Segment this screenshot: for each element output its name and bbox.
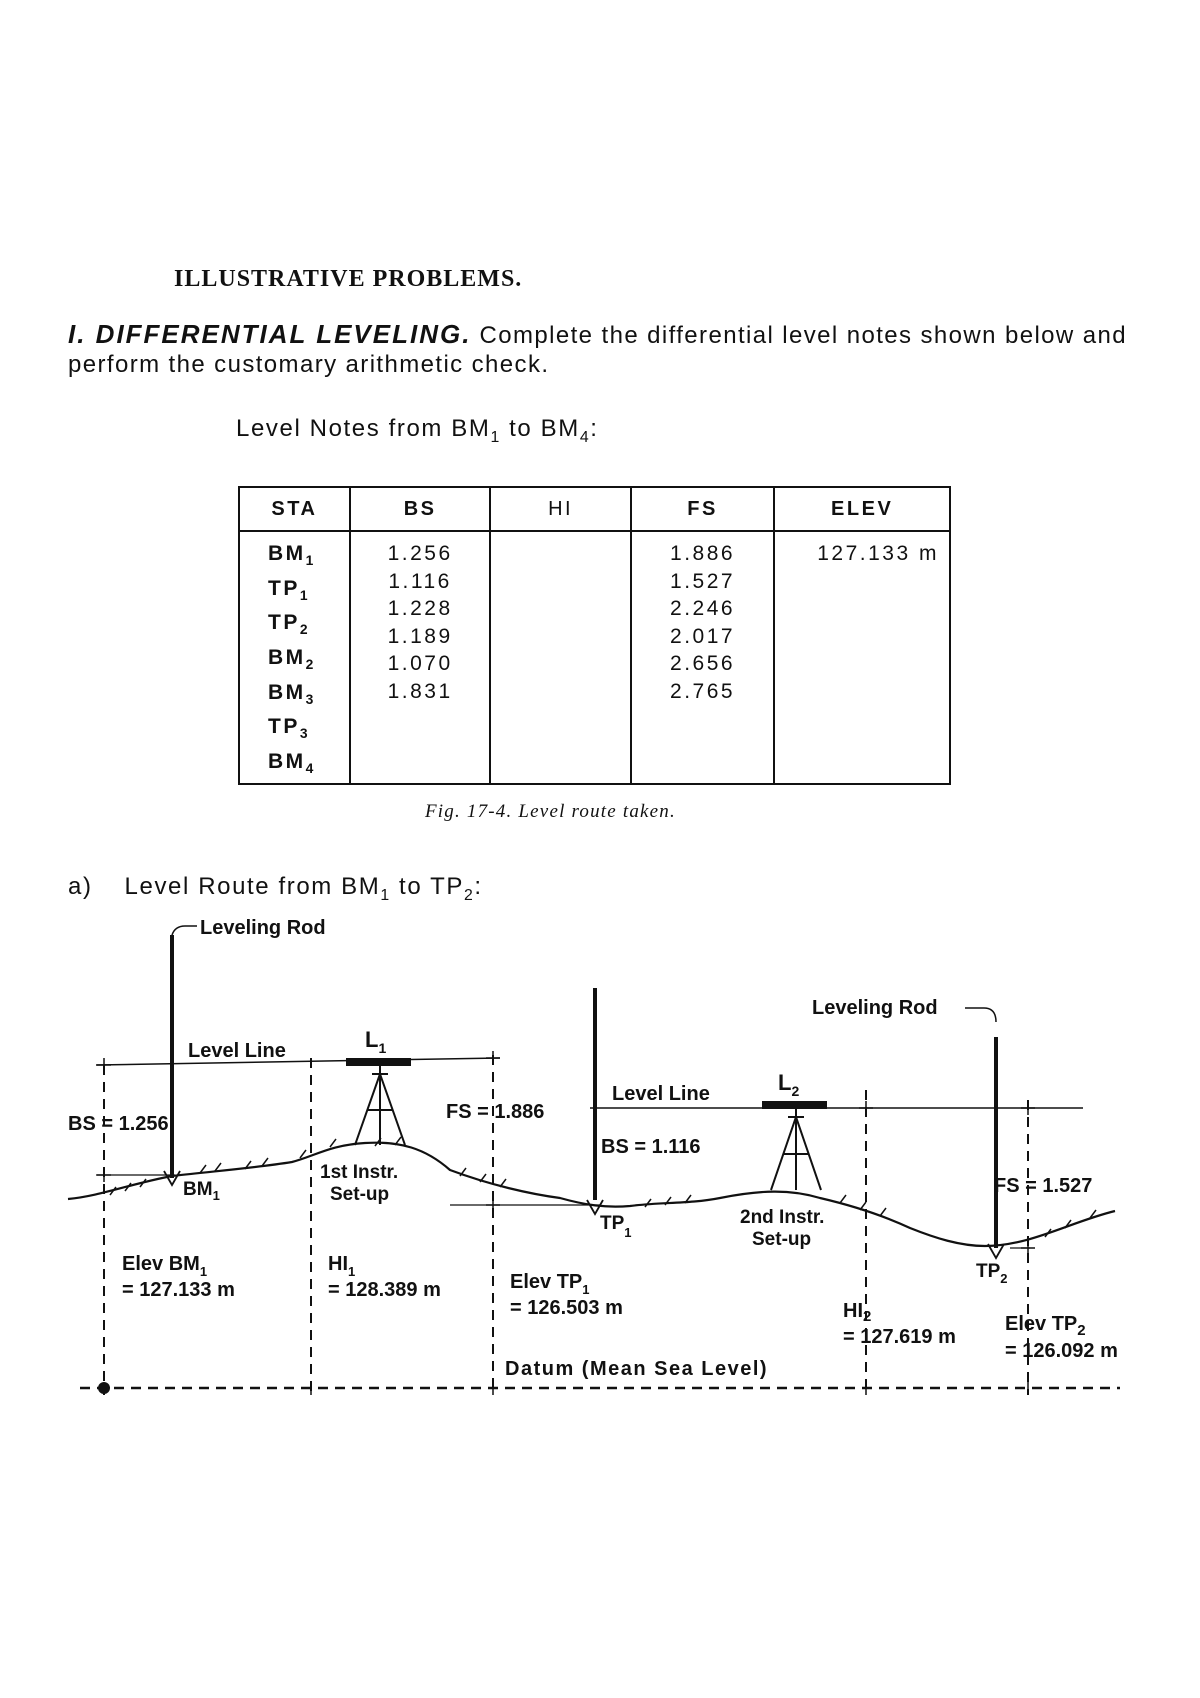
- bs-cell: 1.831: [387, 679, 453, 703]
- datum-point: [98, 1382, 110, 1394]
- fs-cell: 1.886: [670, 542, 736, 565]
- notes-title-to: BM: [540, 415, 580, 442]
- fs-cell: 2.246: [670, 597, 736, 620]
- rod-label-leader-left: [172, 926, 197, 935]
- leveling-rod-label-left: Leveling Rod: [200, 917, 326, 939]
- instrument-2-telescope: [762, 1101, 827, 1109]
- route-title-suffix: :: [474, 873, 483, 900]
- level-line-1: [96, 1058, 500, 1065]
- route-title-to: TP: [430, 873, 464, 900]
- bs-cell: 1.116: [388, 569, 452, 593]
- sta-cell: $BM_1$: [268, 542, 316, 569]
- sta-cell: $BM_3$: [268, 680, 316, 707]
- notes-title-mid: to: [500, 415, 541, 442]
- ground-profile: [68, 1143, 1115, 1246]
- instrument-2-label: $L_2$: [778, 1070, 800, 1099]
- hi2-line-2: = 127.619 m: [843, 1326, 956, 1348]
- header-bs: BS: [350, 487, 491, 531]
- hi1-line-1: $HI_1$: [328, 1253, 356, 1279]
- elev-bm1-line-1: Elev $BM_1$: [122, 1253, 208, 1279]
- notes-title-from-sub: 1: [490, 428, 501, 446]
- section-heading: ILLUSTRATIVE PROBLEMS.: [174, 266, 523, 292]
- fs-cell: 2.765: [670, 679, 736, 703]
- bs-cell: 1.070: [387, 652, 453, 675]
- leveling-rod-label-right: Leveling Rod: [812, 997, 938, 1019]
- instrument-1-label: $L_1$: [365, 1027, 387, 1056]
- level-line-2-label: Level Line: [612, 1083, 710, 1105]
- elev-tp1-line-2: = 126.503 m: [510, 1297, 623, 1319]
- level-line-1-label: Level Line: [188, 1040, 286, 1062]
- route-title-from-sub: 1: [380, 886, 391, 904]
- problem-title: I. DIFFERENTIAL LEVELING.: [68, 319, 472, 349]
- setup-1-line-1: 1st Instr.: [320, 1162, 399, 1183]
- header-hi: HI: [490, 487, 630, 531]
- header-fs: FS: [631, 487, 775, 531]
- bs-cell: 1.189: [387, 624, 453, 648]
- route-title-prefix: Level Route from: [124, 873, 342, 900]
- notes-title-suffix: :: [590, 415, 599, 442]
- elev-tp2-line-1: Elev $TP_2$: [1005, 1313, 1086, 1339]
- sta-cell: $TP_1$: [268, 576, 311, 603]
- elev-tp2-line-2: = 126.092 m: [1005, 1340, 1118, 1362]
- fs-2-label: FS = 1.527: [994, 1175, 1093, 1197]
- tp2-label: $TP_2$: [976, 1261, 1008, 1286]
- figure-caption: Fig. 17-4. Level route taken.: [425, 801, 676, 822]
- sta-cell: $BM_2$: [268, 646, 316, 673]
- rod-label-leader-right: [965, 1008, 996, 1022]
- fs-cell: 2.017: [670, 624, 736, 648]
- bs-2-label: BS = 1.116: [601, 1136, 701, 1158]
- fs-cell: 2.656: [670, 652, 736, 675]
- header-sta: STA: [239, 487, 350, 531]
- route-title-label: a): [68, 873, 93, 900]
- setup-2-line-1: 2nd Instr.: [740, 1207, 825, 1228]
- header-elev: ELEV: [774, 487, 950, 531]
- bs-cell: 1.228: [387, 597, 453, 620]
- instrument-2-tripod: [771, 1109, 821, 1190]
- sta-cell: $TP_2$: [268, 611, 311, 638]
- bm1-label: $BM_1$: [183, 1179, 220, 1203]
- elev-tp1-line-1: Elev $TP_1$: [510, 1271, 590, 1297]
- notes-title-prefix: Level Notes from: [236, 415, 452, 442]
- setup-2-line-2: Set-up: [752, 1229, 812, 1250]
- elev-bm1-line-2: = 127.133 m: [122, 1279, 235, 1301]
- hi1-line-2: = 128.389 m: [328, 1279, 441, 1301]
- route-title-mid: to: [390, 873, 431, 900]
- hi2-line-1: $HI_2$: [843, 1300, 872, 1325]
- datum-label: Datum (Mean Sea Level): [505, 1358, 769, 1380]
- tp1-label: $TP_1$: [600, 1213, 632, 1240]
- setup-1-line-2: Set-up: [330, 1184, 390, 1205]
- fs-1-label: FS = 1.886: [446, 1101, 545, 1123]
- sta-cell: $TP_3$: [268, 715, 311, 742]
- sta-cell: $BM_4$: [268, 750, 316, 777]
- bs-1-label: BS = 1.256: [68, 1113, 169, 1135]
- notes-title-from: BM: [451, 415, 491, 442]
- route-title-from: BM: [341, 873, 381, 900]
- problem-text: Complete the differential level notes shown below and perform the customary arithmetic check.: [68, 322, 1127, 378]
- instrument-1-telescope: [346, 1058, 411, 1066]
- notes-title-to-sub: 4: [579, 428, 591, 446]
- instrument-1-tripod: [355, 1066, 405, 1145]
- fs-cell: 1.527: [670, 569, 736, 593]
- route-title-to-sub: 2: [463, 886, 475, 904]
- bs-cell: 1.256: [387, 542, 453, 565]
- elev-cell: 127.133 m: [817, 542, 939, 565]
